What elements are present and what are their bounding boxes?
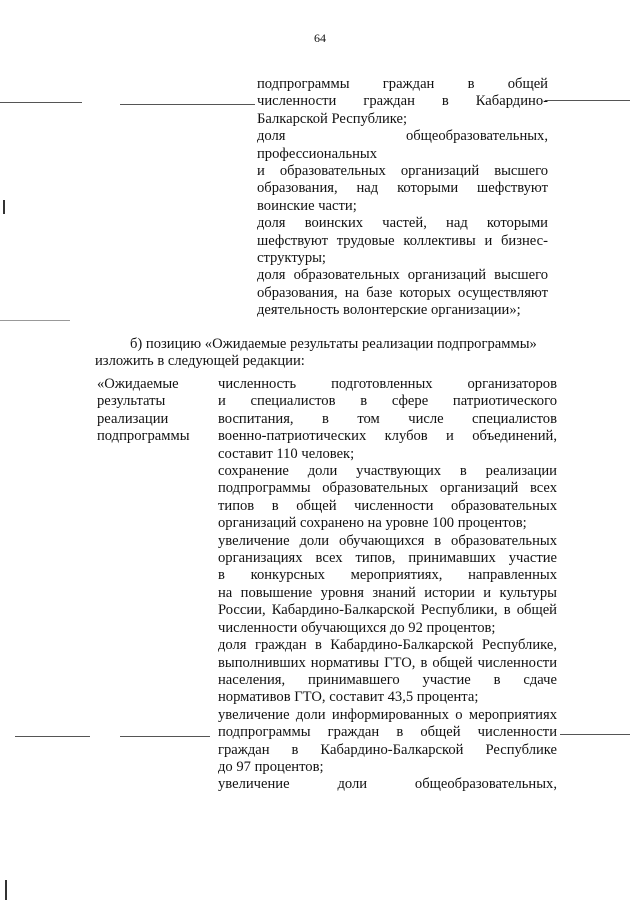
text-line: до 97 процентов; [218,758,324,775]
scan-line [120,736,210,737]
scan-line [0,102,82,103]
text-line: численности граждан в Кабардино- [257,93,548,110]
text-line: шефствуют трудовые коллективы и бизнес- [257,232,548,249]
text-line: увеличение доли обучающихся в образовательных [218,532,557,549]
text-line: подпрограммы граждан в общей [257,76,548,92]
text-line: численности обучающихся до 92 процентов; [218,619,496,636]
scan-mark [5,880,7,900]
text-line: деятельность волонтерские организации»; [257,302,521,319]
scan-line [0,320,70,321]
text-line: увеличение доли общеобразовательных, [218,776,557,793]
text-line: составит 110 человек; [218,445,355,462]
text-line: организациях всех типов, принимавших участие [218,550,557,567]
scan-line [120,104,255,105]
text-line: доля образовательных организаций высшего [257,267,548,284]
paragraph-line: изложить в следующей редакции: [95,353,305,370]
text-line: и специалистов в сфере патриотического [218,393,557,410]
paragraph-line: б) позицию «Ожидаемые результаты реализации подпрограммы» [130,336,537,352]
text-line: воспитания, в том числе специалистов [218,410,557,427]
instruction-paragraph [95,336,555,371]
text-line: сохранение доли участвующих в реализации [218,463,557,480]
text-line: численность подготовленных организаторов [218,376,557,392]
label-line: подпрограммы [97,428,190,445]
text-line: увеличение доли информированных о мероприятиях [218,706,557,723]
text-line: нормативов ГТО, составит 43,5 процента; [218,689,479,706]
expected-results-block [218,376,557,794]
text-line: доля воинских частей, над которыми [257,215,548,232]
text-line: доля общеобразовательных, [257,128,548,145]
text-line: России, Кабардино-Балкарской Республики, в общей [218,602,557,619]
text-line: подпрограммы граждан в общей численности [218,724,557,741]
text-line: военно-патриотических клубов и объединений, [218,428,557,445]
text-line: профессиональных [257,145,378,162]
text-line: и образовательных организаций высшего [257,163,548,180]
page-number: 64 [314,31,326,45]
scan-line [545,100,630,101]
text-line: типов в общей численности образовательных [218,497,557,514]
text-line: выполнивших нормативы ГТО, в общей численности [218,654,557,671]
top-list-block [257,76,548,320]
label-line: результаты [97,393,166,410]
text-line: населения, принимавшего участие в сдаче [218,671,557,688]
label-line: «Ожидаемые [97,376,179,392]
text-line: образования, над которыми шефствуют [257,180,548,197]
text-line: образования, на базе которых осуществляют [257,284,548,301]
scan-line [560,734,630,735]
scan-line [15,736,90,737]
text-line: организаций сохранено на уровне 100 процентов; [218,515,527,532]
text-line: подпрограммы образовательных организаций всех [218,480,557,497]
text-line: Балкарской Республике; [257,110,408,127]
label-line: реализации [97,410,169,427]
position-label [97,376,207,446]
text-line: доля граждан в Кабардино-Балкарской Республике, [218,637,557,654]
text-line: граждан в Кабардино-Балкарской Республике [218,741,557,758]
text-line: на повышение уровня знаний истории и культуры [218,584,557,601]
scan-mark [3,200,5,214]
text-line: структуры; [257,250,326,267]
text-line: в конкурсных мероприятиях, направленных [218,567,557,584]
text-line: воинские части; [257,197,357,214]
